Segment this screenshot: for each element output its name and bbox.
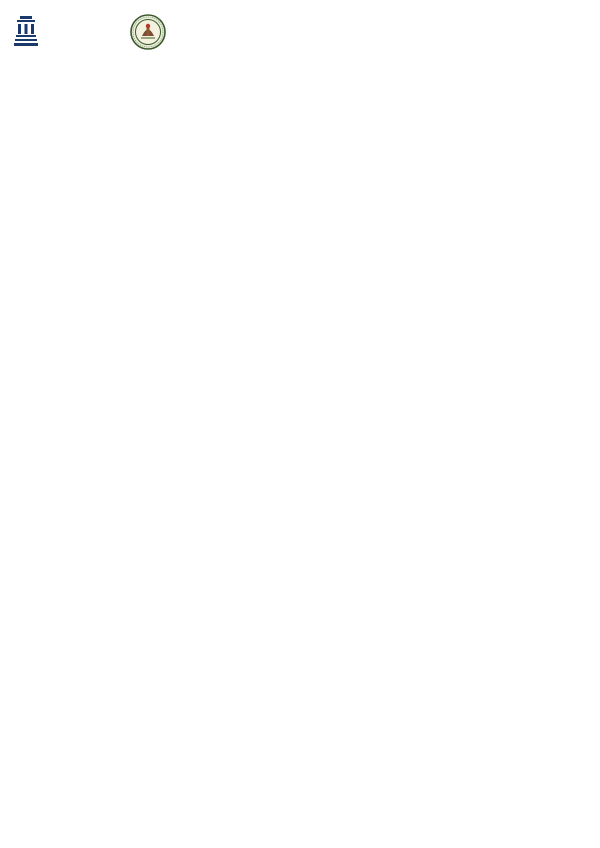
page-header <box>14 14 586 54</box>
university-logo-icon <box>14 16 38 48</box>
faculty-seal-icon <box>130 14 166 50</box>
